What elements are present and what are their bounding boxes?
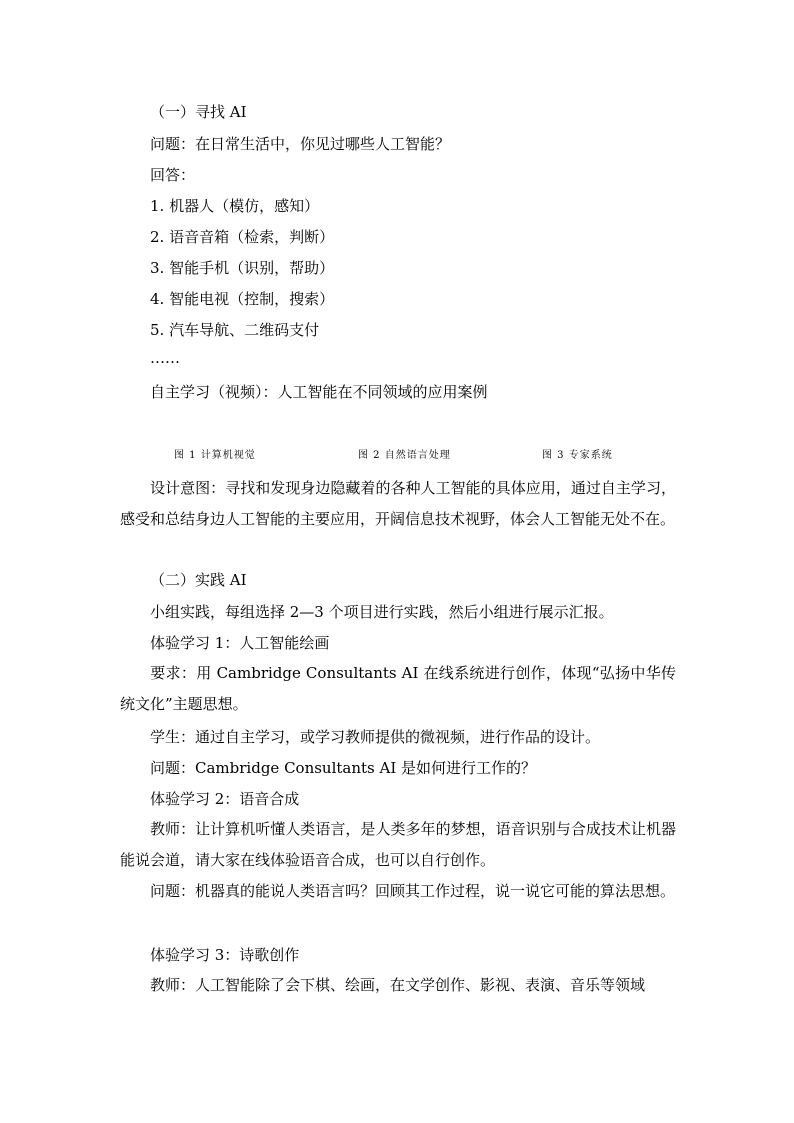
teacher-text: 教师：人工智能除了会下棋、绘画，在文学创作、影视、表演、音乐等领域 bbox=[150, 976, 646, 994]
section1-heading: （一）寻找 AI bbox=[150, 103, 247, 121]
design-intent-text: 设计意图：寻找和发现身边隐藏着的各种人工智能的具体应用，通过自主学习，感受和总结身边人工智能的主要应用，开阔信息技术视野，体会人工智能无处不在。 bbox=[120, 479, 676, 528]
list-item: 1. 机器人（模仿，感知） bbox=[150, 197, 320, 215]
list-item: 5. 汽车导航、二维码支付 bbox=[150, 321, 320, 339]
figure-caption: 图 2 自然语言处理 bbox=[358, 450, 451, 461]
teacher-text: 教师：让计算机听懂人类语言，是人类多年的梦想，语音识别与合成技术让机器能说会道，请大家在线体验语音合成，也可以自行创作。 bbox=[120, 820, 676, 869]
list-item: 4. 智能电视（控制，搜索） bbox=[150, 290, 335, 308]
question-text: 问题：机器真的能说人类语言吗？回顾其工作过程，说一说它可能的算法思想。 bbox=[150, 882, 676, 900]
experience3-title: 体验学习 3：诗歌创作 bbox=[150, 946, 300, 964]
ellipsis: …… bbox=[150, 349, 180, 367]
experience3-teacher bbox=[120, 970, 676, 1001]
figure-caption: 图 3 专家系统 bbox=[542, 450, 613, 461]
experience1-requirement bbox=[120, 658, 676, 720]
experience1-title: 体验学习 1：人工智能绘画 bbox=[150, 634, 330, 652]
figure-captions bbox=[174, 446, 634, 462]
figure-caption: 图 1 计算机视觉 bbox=[174, 450, 256, 461]
experience1-student: 学生：通过自主学习，或学习教师提供的微视频，进行作品的设计。 bbox=[150, 728, 601, 746]
self-study-text: 自主学习（视频）：人工智能在不同领域的应用案例 bbox=[150, 383, 488, 401]
design-intent-paragraph bbox=[120, 473, 676, 535]
list-item: 2. 语音音箱（检索，判断） bbox=[150, 228, 335, 246]
answer-label: 回答： bbox=[150, 166, 196, 184]
experience2-teacher bbox=[120, 814, 676, 876]
experience2-title: 体验学习 2：语音合成 bbox=[150, 790, 300, 808]
requirement-text: 要求：用 Cambridge Consultants AI 在线系统进行创作，体现“弘扬中华传统文化”主题思想。 bbox=[120, 664, 676, 713]
list-item: 3. 智能手机（识别，帮助） bbox=[150, 259, 335, 277]
section2-heading: （二）实践 AI bbox=[150, 571, 247, 589]
practice-intro: 小组实践，每组选择 2—3 个项目进行实践，然后小组进行展示汇报。 bbox=[150, 603, 614, 621]
question-text: 问题：在日常生活中，你见过哪些人工智能？ bbox=[150, 135, 451, 153]
experience2-question bbox=[120, 876, 676, 907]
experience1-question: 问题：Cambridge Consultants AI 是如何进行工作的？ bbox=[150, 759, 537, 777]
